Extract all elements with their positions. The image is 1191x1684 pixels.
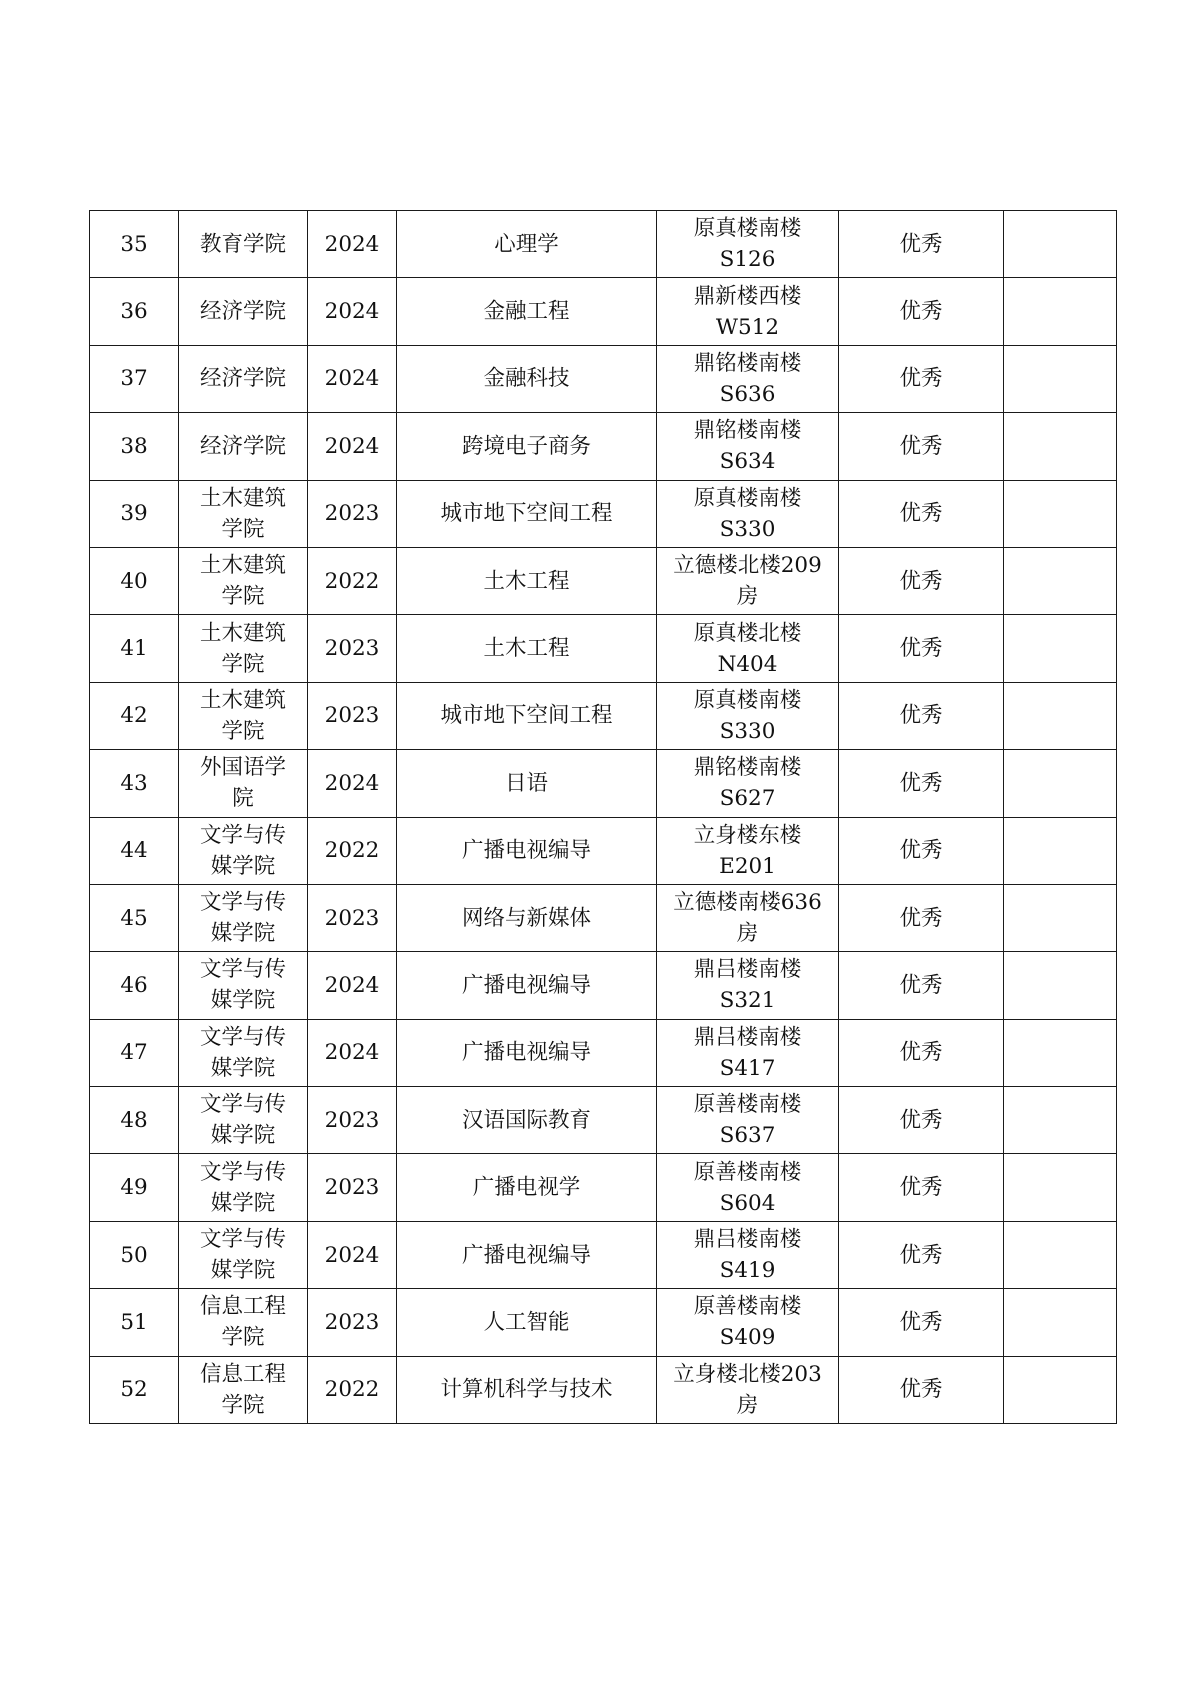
rating-cell: 优秀 [839,1289,1004,1356]
college-cell-line: 文学与传 [199,1092,286,1118]
major-cell: 日语 [397,750,657,817]
rating-cell: 优秀 [839,1019,1004,1086]
room-cell-line: 立身楼北楼203 [673,1361,822,1387]
room-cell-line: N404 [717,651,778,677]
row-number-cell: 51 [90,1289,179,1356]
college-cell [179,1154,308,1221]
table-row [90,1221,1117,1288]
note-cell [1004,1221,1117,1288]
note-cell [1004,278,1117,345]
room-cell [657,1289,839,1356]
major-cell: 广播电视编导 [397,952,657,1019]
college-cell-line: 文学与传 [199,822,286,848]
college-cell-line: 学院 [221,584,265,610]
college-cell [179,345,308,412]
rating-cell: 优秀 [839,817,1004,884]
major-cell: 广播电视学 [397,1154,657,1221]
note-cell [1004,1356,1117,1423]
rating-cell: 优秀 [839,952,1004,1019]
row-number-cell: 46 [90,952,179,1019]
row-number-cell: 40 [90,547,179,614]
year-cell: 2024 [308,1019,397,1086]
major-cell: 广播电视编导 [397,1019,657,1086]
college-cell [179,750,308,817]
room-cell-line: 鼎吕楼南楼 [693,1227,802,1253]
table-row [90,1356,1117,1423]
year-cell: 2024 [308,345,397,412]
room-cell-line: 原真楼南楼 [693,687,802,713]
college-cell-line: 经济学院 [199,366,286,392]
note-cell [1004,1154,1117,1221]
year-cell: 2023 [308,480,397,547]
college-cell-line: 学院 [221,1325,265,1351]
college-cell-line: 文学与传 [199,890,286,916]
year-cell: 2022 [308,1356,397,1423]
college-cell-line: 信息工程 [199,1361,286,1387]
rating-cell: 优秀 [839,750,1004,817]
major-cell: 土木工程 [397,547,657,614]
rating-cell: 优秀 [839,413,1004,480]
major-cell: 城市地下空间工程 [397,480,657,547]
room-cell [657,278,839,345]
note-cell [1004,750,1117,817]
rating-cell: 优秀 [839,211,1004,278]
year-cell: 2022 [308,547,397,614]
row-number-cell: 38 [90,413,179,480]
room-cell-line: 立身楼东楼 [693,822,802,848]
room-cell [657,1356,839,1423]
room-cell [657,1154,839,1221]
room-cell-line: 鼎吕楼南楼 [693,957,802,983]
rating-cell: 优秀 [839,1356,1004,1423]
year-cell: 2023 [308,1087,397,1154]
note-cell [1004,1087,1117,1154]
college-cell-line: 院 [232,786,254,812]
college-cell [179,413,308,480]
table-row [90,750,1117,817]
college-cell-line: 媒学院 [210,1055,276,1081]
rating-cell: 优秀 [839,1221,1004,1288]
rating-cell: 优秀 [839,615,1004,682]
major-cell: 金融科技 [397,345,657,412]
room-cell [657,952,839,1019]
room-cell-line: W512 [715,314,780,340]
college-cell [179,1019,308,1086]
college-cell-line: 文学与传 [199,1159,286,1185]
college-cell-line: 媒学院 [210,1123,276,1149]
room-cell-line: E201 [719,853,776,879]
roster-table [89,210,1117,1424]
college-cell [179,884,308,951]
table-row [90,1019,1117,1086]
college-cell-line: 文学与传 [199,957,286,983]
note-cell [1004,1289,1117,1356]
room-cell-line: S604 [719,1190,776,1216]
college-cell-line: 媒学院 [210,1258,276,1284]
college-cell-line: 土木建筑 [199,620,286,646]
note-cell [1004,480,1117,547]
room-cell-line: S330 [719,516,776,542]
row-number-cell: 37 [90,345,179,412]
college-cell [179,480,308,547]
roster-table-body [90,211,1117,1424]
college-cell-line: 媒学院 [210,921,276,947]
note-cell [1004,1019,1117,1086]
room-cell-line: S636 [719,381,776,407]
rating-cell: 优秀 [839,1087,1004,1154]
room-cell [657,547,839,614]
major-cell: 计算机科学与技术 [397,1356,657,1423]
rating-cell: 优秀 [839,480,1004,547]
college-cell [179,952,308,1019]
table-row [90,480,1117,547]
room-cell-line: 原善楼南楼 [693,1294,802,1320]
year-cell: 2023 [308,1154,397,1221]
year-cell: 2023 [308,884,397,951]
room-cell-line: 立德楼南楼636 [673,890,822,916]
year-cell: 2024 [308,278,397,345]
room-cell-line: 房 [736,584,759,610]
college-cell [179,211,308,278]
college-cell-line: 教育学院 [199,231,286,257]
note-cell [1004,345,1117,412]
note-cell [1004,211,1117,278]
room-cell [657,817,839,884]
college-cell [179,615,308,682]
table-row [90,1154,1117,1221]
row-number-cell: 47 [90,1019,179,1086]
table-row [90,547,1117,614]
major-cell: 土木工程 [397,615,657,682]
room-cell-line: 原真楼南楼 [693,216,802,242]
college-cell-line: 学院 [221,651,265,677]
college-cell [179,682,308,749]
rating-cell: 优秀 [839,884,1004,951]
college-cell-line: 文学与传 [199,1024,286,1050]
college-cell [179,547,308,614]
rating-cell: 优秀 [839,1154,1004,1221]
room-cell-line: S409 [719,1325,776,1351]
rating-cell: 优秀 [839,547,1004,614]
room-cell-line: 鼎新楼西楼 [693,283,802,309]
table-row [90,413,1117,480]
room-cell-line: S417 [719,1055,776,1081]
college-cell-line: 土木建筑 [199,553,286,579]
table-row [90,682,1117,749]
table-row [90,211,1117,278]
room-cell-line: 立德楼北楼209 [673,553,822,579]
row-number-cell: 50 [90,1221,179,1288]
room-cell [657,1019,839,1086]
major-cell: 汉语国际教育 [397,1087,657,1154]
year-cell: 2022 [308,817,397,884]
row-number-cell: 39 [90,480,179,547]
room-cell-line: 原真楼北楼 [693,620,802,646]
note-cell [1004,547,1117,614]
major-cell: 金融工程 [397,278,657,345]
room-cell [657,345,839,412]
room-cell [657,1221,839,1288]
college-cell-line: 学院 [221,1392,265,1418]
row-number-cell: 44 [90,817,179,884]
year-cell: 2023 [308,682,397,749]
major-cell: 广播电视编导 [397,817,657,884]
room-cell-line: 鼎铭楼南楼 [693,418,802,444]
table-row [90,1289,1117,1356]
room-cell-line: S321 [719,988,776,1014]
room-cell [657,1087,839,1154]
room-cell [657,615,839,682]
note-cell [1004,682,1117,749]
room-cell-line: S637 [719,1123,776,1149]
room-cell-line: S419 [719,1258,776,1284]
row-number-cell: 48 [90,1087,179,1154]
room-cell-line: 原善楼南楼 [693,1092,802,1118]
college-cell [179,817,308,884]
table-row [90,1087,1117,1154]
note-cell [1004,615,1117,682]
row-number-cell: 35 [90,211,179,278]
room-cell [657,480,839,547]
row-number-cell: 45 [90,884,179,951]
room-cell [657,211,839,278]
rating-cell: 优秀 [839,278,1004,345]
room-cell [657,413,839,480]
row-number-cell: 52 [90,1356,179,1423]
college-cell-line: 媒学院 [210,853,276,879]
room-cell-line: 鼎吕楼南楼 [693,1024,802,1050]
college-cell [179,1356,308,1423]
table-row [90,345,1117,412]
rating-cell: 优秀 [839,682,1004,749]
college-cell-line: 信息工程 [199,1294,286,1320]
college-cell [179,1289,308,1356]
year-cell: 2024 [308,750,397,817]
room-cell [657,884,839,951]
room-cell-line: 房 [736,921,759,947]
note-cell [1004,413,1117,480]
room-cell-line: 鼎铭楼南楼 [693,755,802,781]
year-cell: 2024 [308,1221,397,1288]
room-cell-line: 房 [736,1392,759,1418]
room-cell-line: 原善楼南楼 [693,1159,802,1185]
note-cell [1004,884,1117,951]
table-row [90,615,1117,682]
college-cell-line: 外国语学 [199,755,286,781]
college-cell-line: 媒学院 [210,1190,276,1216]
college-cell-line: 土木建筑 [199,687,286,713]
major-cell: 网络与新媒体 [397,884,657,951]
year-cell: 2024 [308,211,397,278]
year-cell: 2024 [308,952,397,1019]
major-cell: 跨境电子商务 [397,413,657,480]
college-cell-line: 学院 [221,718,265,744]
row-number-cell: 43 [90,750,179,817]
year-cell: 2023 [308,1289,397,1356]
year-cell: 2023 [308,615,397,682]
college-cell [179,278,308,345]
room-cell-line: S634 [719,449,776,475]
table-row [90,817,1117,884]
major-cell: 心理学 [397,211,657,278]
rating-cell: 优秀 [839,345,1004,412]
college-cell-line: 学院 [221,516,265,542]
table-row [90,952,1117,1019]
college-cell [179,1221,308,1288]
row-number-cell: 49 [90,1154,179,1221]
major-cell: 广播电视编导 [397,1221,657,1288]
college-cell-line: 土木建筑 [199,485,286,511]
note-cell [1004,952,1117,1019]
year-cell: 2024 [308,413,397,480]
note-cell [1004,817,1117,884]
college-cell-line: 经济学院 [199,299,286,325]
room-cell [657,750,839,817]
room-cell-line: S627 [719,786,776,812]
college-cell-line: 媒学院 [210,988,276,1014]
room-cell-line: 鼎铭楼南楼 [693,350,802,376]
row-number-cell: 36 [90,278,179,345]
major-cell: 人工智能 [397,1289,657,1356]
room-cell-line: 原真楼南楼 [693,485,802,511]
college-cell [179,1087,308,1154]
table-row [90,278,1117,345]
college-cell-line: 文学与传 [199,1227,286,1253]
room-cell-line: S330 [719,718,776,744]
room-cell-line: S126 [719,247,776,273]
table-row [90,884,1117,951]
room-cell [657,682,839,749]
major-cell: 城市地下空间工程 [397,682,657,749]
row-number-cell: 42 [90,682,179,749]
row-number-cell: 41 [90,615,179,682]
college-cell-line: 经济学院 [199,433,286,459]
